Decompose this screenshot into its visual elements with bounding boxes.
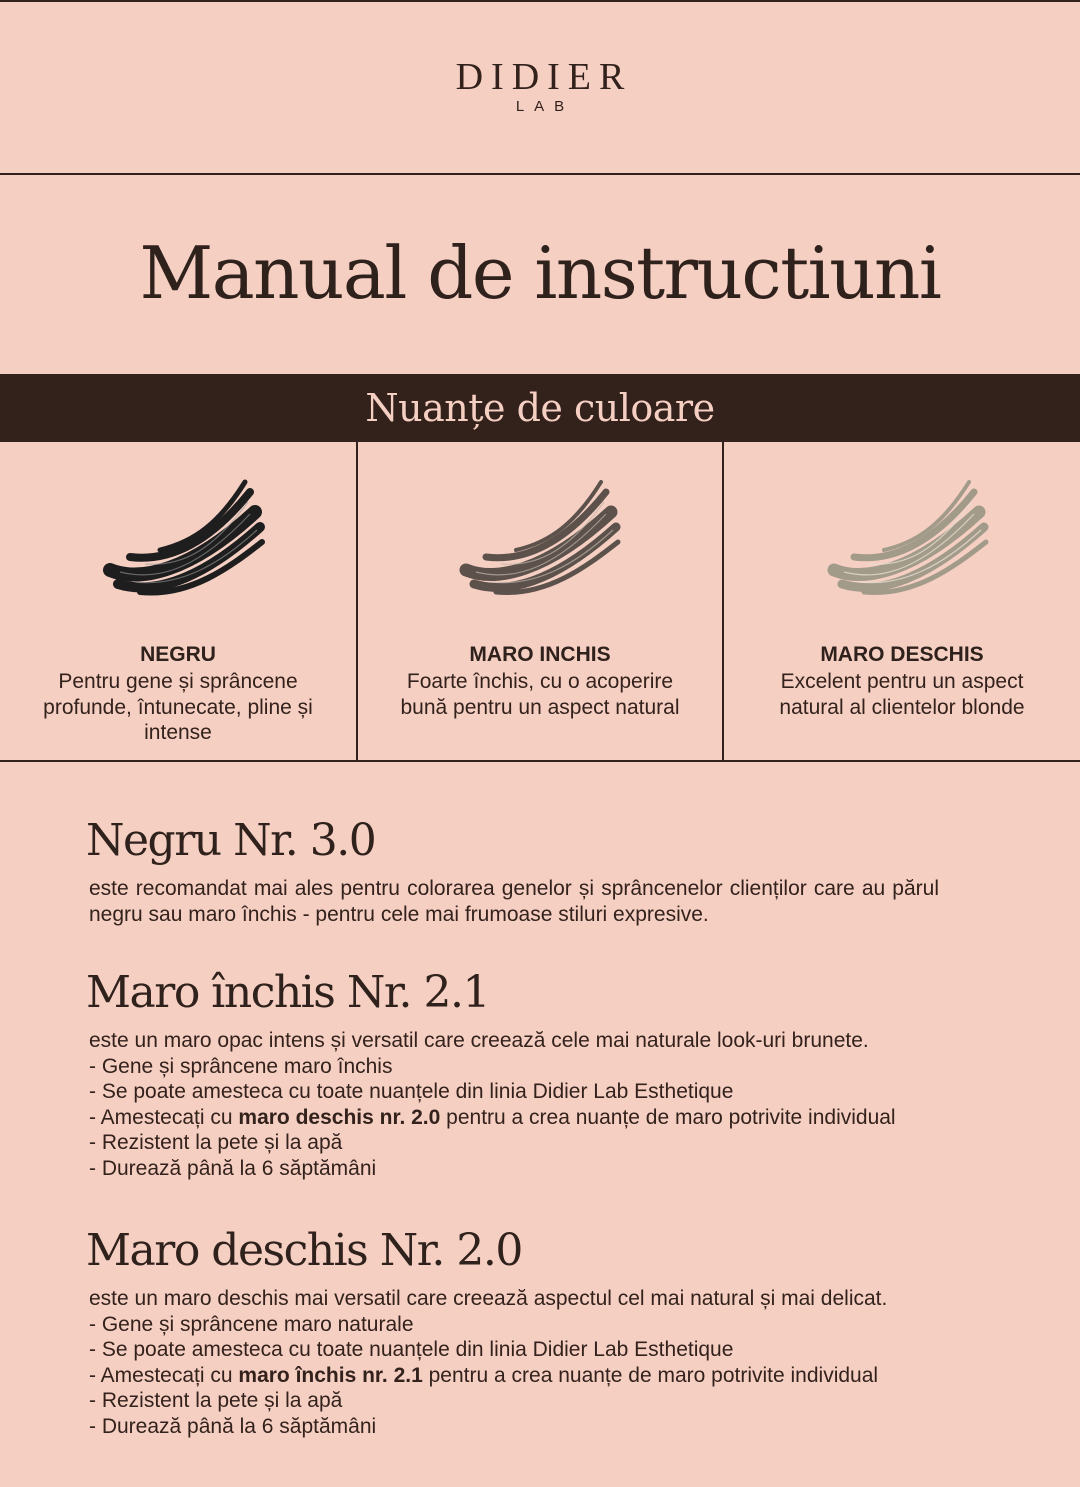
list-item: - Rezistent la pete și la apă <box>89 1131 343 1154</box>
brush-swatch-maro-deschis <box>824 472 1004 612</box>
section-body-maro-inchis <box>89 1028 939 1181</box>
shade-card-negru <box>0 442 358 760</box>
shades-grid <box>0 442 1080 762</box>
list-item: - Se poate amesteca cu toate nuanțele din linia Didier Lab Esthetique <box>89 1338 734 1361</box>
shade-description: Pentru gene și sprâncene profunde, întunecate, pline și intense <box>43 670 313 744</box>
shade-name: MARO DESCHIS <box>820 643 984 666</box>
brand-name: DIDIER <box>455 56 633 98</box>
list-item: - Durează până la 6 săptămâni <box>89 1156 377 1180</box>
shade-card-maro-inchis <box>358 442 724 760</box>
section-intro: este recomandat mai ales pentru colorarea genelor și sprâncenelor clienților care au părul negru sau maro închis - pentru cele mai frumoase stiluri expresive. <box>89 877 939 926</box>
shade-name: NEGRU <box>140 643 216 666</box>
section-body-maro-deschis <box>89 1286 939 1439</box>
header-divider <box>0 173 1080 175</box>
mix-bold: maro deschis nr. 2.0 <box>238 1105 441 1129</box>
shade-description: Foarte închis, cu o acoperire bună pentru un aspect natural <box>400 670 680 719</box>
brand-logo <box>0 56 1080 116</box>
brand-sub: LAB <box>515 98 575 115</box>
mix-suffix: pentru a crea nuanțe de maro potrivite individual <box>440 1105 896 1129</box>
shade-card-maro-deschis <box>724 442 1080 760</box>
shades-banner: Nuanțe de culoare <box>0 374 1080 442</box>
top-border <box>0 0 1080 2</box>
mix-prefix: - Amestecați cu <box>89 1105 239 1129</box>
brush-swatch-negru <box>100 472 280 612</box>
feature-list <box>89 1312 939 1440</box>
list-item-mix <box>89 1363 939 1389</box>
list-item-mix <box>89 1105 939 1131</box>
section-intro: este un maro deschis mai versatil care creează aspectul cel mai natural și mai delicat. <box>89 1287 888 1310</box>
mix-suffix: pentru a crea nuanțe de maro potrivite individual <box>422 1363 879 1387</box>
list-item: - Se poate amesteca cu toate nuanțele din linia Didier Lab Esthetique <box>89 1080 734 1103</box>
list-item: - Rezistent la pete și la apă <box>89 1389 343 1412</box>
list-item: - Durează până la 6 săptămâni <box>89 1414 377 1438</box>
shade-description: Excelent pentru un aspect natural al clientelor blonde <box>779 670 1025 719</box>
mix-prefix: - Amestecați cu <box>89 1363 239 1387</box>
section-intro: este un maro opac intens și versatil care creează cele mai naturale look-uri brunete. <box>89 1029 869 1052</box>
section-title-negru: Negru Nr. 3.0 <box>86 815 376 866</box>
section-title-maro-deschis: Maro deschis Nr. 2.0 <box>86 1225 522 1276</box>
brush-swatch-maro-inchis <box>456 472 636 612</box>
page-title: Manual de instructiuni <box>139 231 941 315</box>
shade-name: MARO INCHIS <box>469 643 611 666</box>
list-item: - Gene și sprâncene maro naturale <box>89 1312 414 1336</box>
section-title-maro-inchis: Maro închis Nr. 2.1 <box>86 967 489 1018</box>
mix-bold: maro închis nr. 2.1 <box>238 1363 423 1387</box>
feature-list <box>89 1054 939 1182</box>
list-item: - Gene și sprâncene maro închis <box>89 1054 393 1078</box>
section-body-negru <box>89 876 939 927</box>
